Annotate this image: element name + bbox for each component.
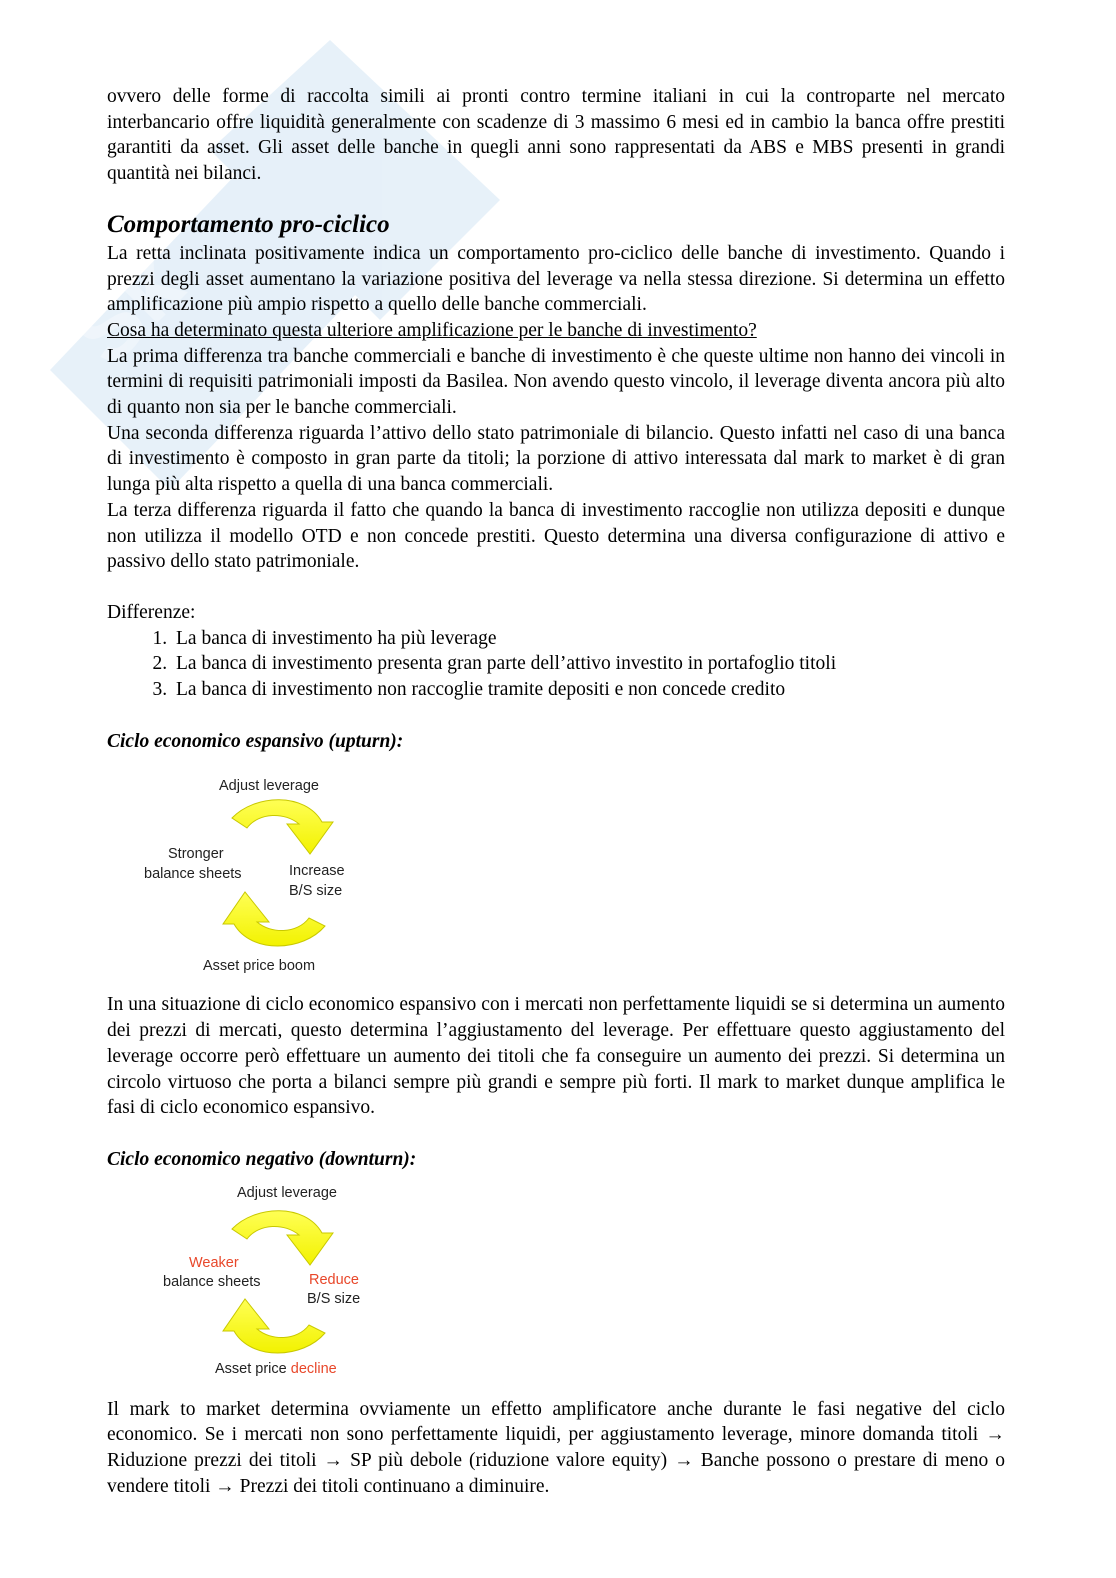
list-item: 2. La banca di investimento presenta gran parte dell’attivo investito in portafoglio titoli [172,651,1005,677]
paragraph-second-difference: Una seconda differenza riguarda l’attivo dello stato patrimoniale di bilancio. Questo infatti nel caso di una banca di investimento è composto in gran parte da titoli; la porzione di attivo interessata dal mark to market è di gran lunga più alta rispetto a quella di una banca commerciali. [107,422,1005,496]
question-heading: Cosa ha determinato questa ulteriore amplificazione per le banche di investimento? [107,319,757,341]
document-page [107,84,1005,1500]
label-balance-sheets: balance sheets [163,1273,261,1290]
list-item: 3. La banca di investimento non raccoglie tramite depositi e non concede credito [172,677,1005,703]
paragraph-third-difference: La terza differenza riguarda il fatto che quando la banca di investimento raccoglie non utilizza depositi e dunque non utilizza il modello OTD e non concede prestiti. Questo determina una diversa configurazione di attivo e passivo dello stato patrimoniale. [107,499,1005,573]
upturn-cycle-diagram [107,754,1005,990]
arrow-bottom-icon [223,892,325,946]
upturn-paragraph: In una situazione di ciclo economico espansivo con i mercati non perfettamente liquidi se si determina un aumento dei prezzi di mercati, questo determina l’aggiustamento del leverage. Per effettuare questo aggiustamento del leverage occorre però effettuare un aumento dei titoli che fa conseguire un aumento dei prezzi. Si determina un circolo virtuoso che porta a bilanci sempre più grandi e sempre più forti. Il mark to market dunque amplifica le fasi di ciclo economico espansivo. [107,994,1005,1119]
paragraph-pro-cyclical: La retta inclinata positivamente indica un comportamento pro-ciclico delle banche di investimento. Quando i prezzi degli asset aumentano la variazione positiva del leverage va nella stessa direzione. Si determina un effetto amplificazione più ampio rispetto a quello delle banche commerciali. [107,242,1005,316]
intro-paragraph: ovvero delle forme di raccolta simili ai pronti contro termine italiani in cui la controparte nel mercato interbancario offre liquidità generalmente con scadenze di 3 massimo 6 mesi ed in cambio la banca offre prestiti garantiti da asset. Gli asset delle banche in quegli anni sono rappresentati da ABS e MBS presenti in grandi quantità nei bilanci. [107,86,1005,185]
label-bs-size: B/S size [307,1290,361,1307]
upturn-title: Ciclo economico espansivo (upturn): [107,730,404,752]
label-decline: decline [290,1360,337,1377]
label-adjust-leverage: Adjust leverage [219,778,319,795]
label-weaker: Weaker [189,1254,239,1271]
label-asset-price: Asset price [215,1360,291,1377]
paragraph-first-difference: La prima differenza tra banche commerciali e banche di investimento è che queste ultime non hanno dei vincoli in termini di requisiti patrimoniali imposti da Basilea. Non avendo questo vincolo, il leverage diventa ancora più alto di quanto non sia per le banche commerciali. [107,345,1005,419]
downturn-cycle-diagram [107,1173,1005,1395]
label-balance-sheets: balance sheets [144,866,242,883]
list-item: 1. La banca di investimento ha più leverage [172,626,1005,652]
arrow-bottom-icon [223,1299,325,1353]
label-asset-price-boom: Asset price boom [203,958,316,975]
downturn-paragraph: Il mark to market determina ovviamente un effetto amplificatore anche durante le fasi negative del ciclo economico. Se i mercati non sono perfettamente liquidi, per aggiustamento leverage, minore domanda titoli → Riduzione prezzi dei titoli → SP più debole (riduzione valore equity) → Banche possono o prestare di meno o vendere titoli → Prezzi dei titoli continuano a diminuire. [107,1398,1005,1497]
arrow-top-icon [232,800,333,854]
downturn-title: Ciclo economico negativo (downturn): [107,1148,417,1170]
label-adjust-leverage: Adjust leverage [237,1184,337,1201]
differences-label: Differenze: [107,601,196,623]
section-title: Comportamento pro-ciclico [107,210,390,238]
label-asset-price-decline [215,1361,337,1377]
label-bs-size: B/S size [289,883,343,900]
label-increase: Increase [289,863,345,880]
svg-text:Sk: Sk [53,235,202,385]
arrow-top-icon [232,1210,333,1264]
label-stronger: Stronger [168,846,224,863]
differences-list [107,626,1005,703]
label-reduce: Reduce [309,1271,359,1288]
